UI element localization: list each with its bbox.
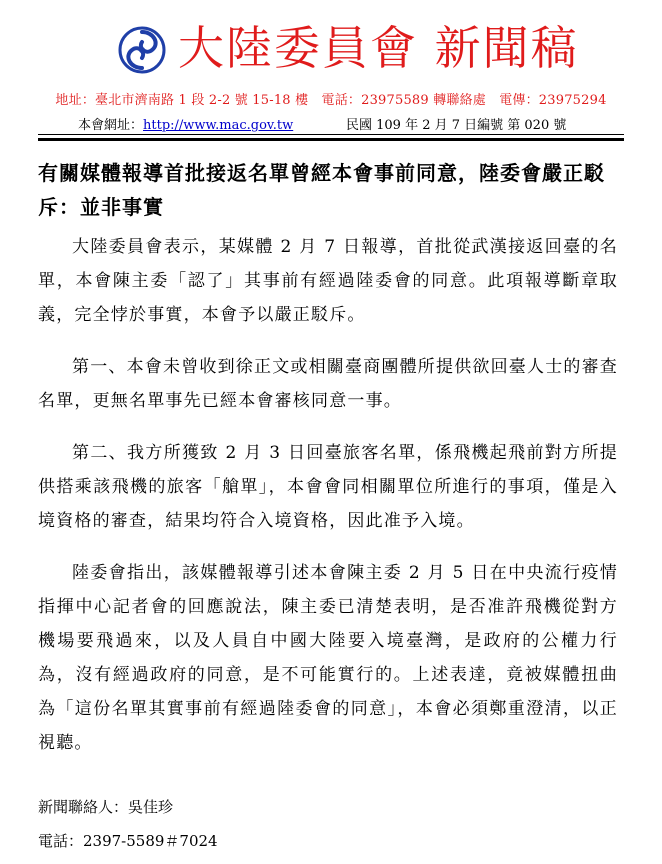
mac-swirl-logo-icon xyxy=(118,26,166,74)
paragraph: 第二、我方所獲致 2 月 3 日回臺旅客名單，係飛機起飛前對方所提供搭乘該飛機的旅客「艙單」，本會會同相關單位所進行的事項，僅是入境資格的審查，結果均符合入境資格，因此准予入境。 xyxy=(38,443,618,531)
agency-title: 大陸委員會 新聞稿 xyxy=(178,21,579,75)
press-release-header xyxy=(0,18,662,78)
contact-person: 新聞聯絡人：吳佳珍 xyxy=(38,798,174,816)
date-number-line: 民國 109 年 2 月 7 日編號 第 020 號 xyxy=(346,118,567,133)
website-link[interactable]: http://www.mac.gov.tw xyxy=(143,118,294,133)
website-label: 本會網址： xyxy=(78,118,144,133)
header-divider-thin xyxy=(38,134,624,135)
contact-phone: 電話：2397-5589＃7024 xyxy=(38,832,218,850)
website-line xyxy=(78,114,293,133)
header-divider-thick xyxy=(38,138,624,141)
paragraph: 第一、本會未曾收到徐正文或相關臺商團體所提供欲回臺人士的審查名單，更無名單事先已經本會審核同意一事。 xyxy=(38,357,618,411)
paragraph: 陸委會指出，該媒體報導引述本會陳主委 2 月 5 日在中央流行疫情指揮中心記者會的回應說法，陳主委已清楚表明，是否准許飛機從對方機場要飛過來，以及人員自中國大陸要入境臺灣，是政府的公權力行為，沒有經過政府的同意，是不可能實行的。上述表達，竟被媒體扭曲為「這份名單其實事前有經過陸委會的同意」，本會必須鄭重澄清，以正視聽。 xyxy=(38,563,618,753)
address-line: 地址：臺北市濟南路 1 段 2-2 號 15-18 樓 電話：23975589 轉聯絡處 電傳：23975294 xyxy=(55,93,607,108)
paragraph: 大陸委員會表示，某媒體 2 月 7 日報導，首批從武漢接返回臺的名單，本會陳主委「認了」其事前有經過陸委會的同意。此項報導斷章取義，完全悖於事實，本會予以嚴正駁斥。 xyxy=(38,237,618,325)
press-release-body xyxy=(38,230,618,778)
headline: 有關媒體報導首批接返名單曾經本會事前同意，陸委會嚴正駁斥：並非事實 xyxy=(38,161,605,219)
